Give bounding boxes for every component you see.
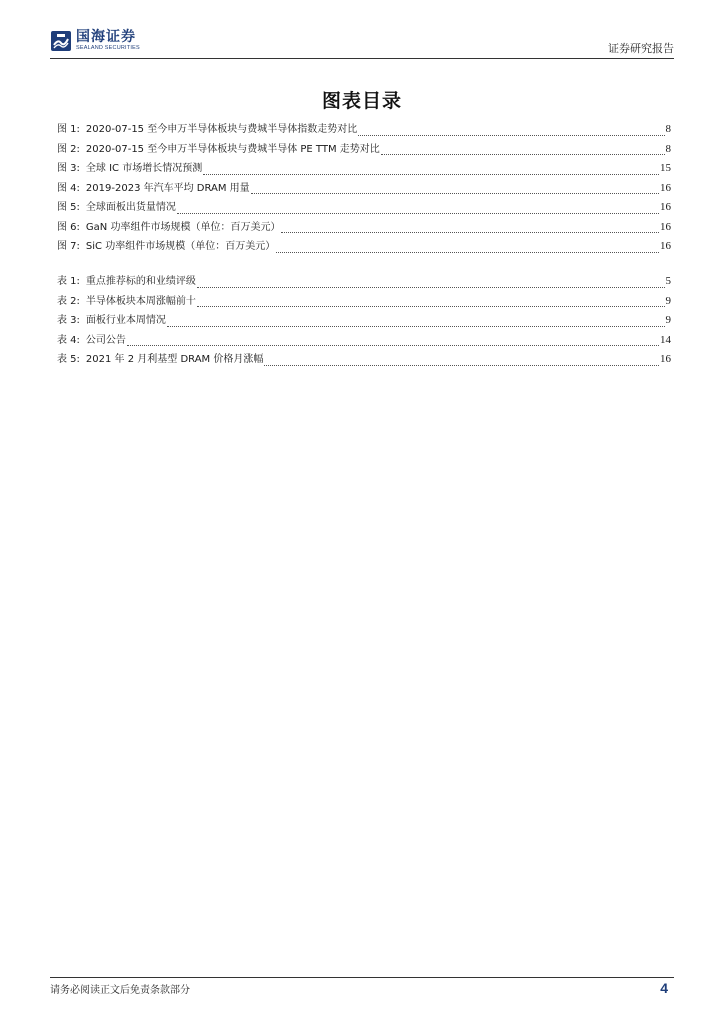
toc-entry[interactable] xyxy=(57,179,671,199)
toc-entry-page: 8 xyxy=(665,142,671,155)
toc-entry[interactable] xyxy=(57,311,671,331)
toc-entry-label: 表 2: xyxy=(57,295,80,307)
toc-leader-dots xyxy=(276,251,659,253)
logo-chinese-name: 国海证券 xyxy=(76,29,136,45)
toc-entry-title: GaN 功率组件市场规模（单位：百万美元） xyxy=(85,221,281,233)
toc-entry-page: 5 xyxy=(665,275,671,287)
toc-leader-dots xyxy=(358,134,664,136)
toc-entry[interactable] xyxy=(57,159,671,179)
toc-entry-label: 图 1: xyxy=(57,124,80,135)
toc-entry-label: 图 7: xyxy=(57,241,80,252)
toc-leader-dots xyxy=(251,192,659,194)
toc-entry-title: 2020-07-15 至今申万半导体板块与费城半导体 PE TTM 走势对比 xyxy=(85,143,380,155)
sealand-logo-icon xyxy=(50,30,72,52)
footer-divider xyxy=(50,977,674,978)
toc-entry-title: 全球面板出货量情况 xyxy=(85,202,176,213)
toc-leader-dots xyxy=(177,212,659,214)
figure-list xyxy=(57,120,671,257)
toc-entry-label: 图 5: xyxy=(57,202,80,213)
toc-entry-page: 9 xyxy=(665,314,671,326)
toc-leader-dots xyxy=(264,364,659,366)
toc-entry[interactable] xyxy=(57,140,671,160)
toc-entry-title: 重点推荐标的和业绩评级 xyxy=(85,276,196,287)
toc-leader-dots xyxy=(381,153,665,155)
toc-entry-title: 面板行业本周情况 xyxy=(85,315,166,326)
page-number: 4 xyxy=(660,980,668,996)
toc-entry-page: 16 xyxy=(660,353,671,365)
toc-entry[interactable] xyxy=(57,237,671,257)
toc-leader-dots xyxy=(197,286,665,288)
toc-entry-page: 15 xyxy=(660,162,671,174)
toc-entry-label: 表 5: xyxy=(57,354,80,365)
toc-entry-page: 8 xyxy=(665,123,671,135)
toc-leader-dots xyxy=(203,173,659,175)
toc-entry-page: 16 xyxy=(660,181,671,194)
table-list xyxy=(57,272,671,370)
toc-leader-dots xyxy=(167,325,665,327)
disclaimer-text: 请务必阅读正文后免责条款部分 xyxy=(50,985,190,996)
toc-entry-label: 表 4: xyxy=(57,334,80,346)
toc-leader-dots xyxy=(197,305,665,307)
toc-entry-page: 14 xyxy=(660,333,671,346)
toc-leader-dots xyxy=(127,344,659,346)
toc-entry-page: 16 xyxy=(660,220,671,233)
toc-entry[interactable] xyxy=(57,198,671,218)
header-divider xyxy=(50,58,674,59)
toc-entry-title: SiC 功率组件市场规模（单位：百万美元） xyxy=(85,241,276,252)
toc-entry[interactable] xyxy=(57,120,671,140)
toc-entry-page: 16 xyxy=(660,240,671,252)
toc-entry-title: 2019-2023 年汽车平均 DRAM 用量 xyxy=(85,182,250,194)
toc-entry-title: 公司公告 xyxy=(85,334,126,346)
toc-entry-page: 16 xyxy=(660,201,671,213)
page-header xyxy=(50,30,674,58)
toc-entry-label: 图 6: xyxy=(57,221,80,233)
logo-english-name: SEALAND SECURITIES xyxy=(76,45,140,51)
toc-entry[interactable] xyxy=(57,331,671,351)
page-title: 图表目录 xyxy=(321,90,402,112)
toc-entry-title: 半导体板块本周涨幅前十 xyxy=(85,295,196,307)
toc-entry[interactable] xyxy=(57,272,671,292)
toc-entry-title: 全球 IC 市场增长情况预测 xyxy=(85,163,203,174)
toc-entry-label: 表 3: xyxy=(57,315,80,326)
toc-entry-page: 9 xyxy=(665,294,671,307)
toc-leader-dots xyxy=(281,231,659,233)
toc-entry[interactable] xyxy=(57,350,671,370)
report-type-label: 证券研究报告 xyxy=(608,42,674,55)
toc-entry-label: 图 3: xyxy=(57,163,80,174)
toc-entry-label: 表 1: xyxy=(57,276,80,287)
company-logo xyxy=(50,30,140,52)
toc-entry-label: 图 4: xyxy=(57,182,80,194)
toc-entry-title: 2020-07-15 至今申万半导体板块与费城半导体指数走势对比 xyxy=(85,124,358,135)
toc-entry-title: 2021 年 2 月利基型 DRAM 价格月涨幅 xyxy=(85,354,264,365)
toc-entry[interactable] xyxy=(57,218,671,238)
toc-entry-label: 图 2: xyxy=(57,143,80,155)
toc-entry[interactable] xyxy=(57,292,671,312)
